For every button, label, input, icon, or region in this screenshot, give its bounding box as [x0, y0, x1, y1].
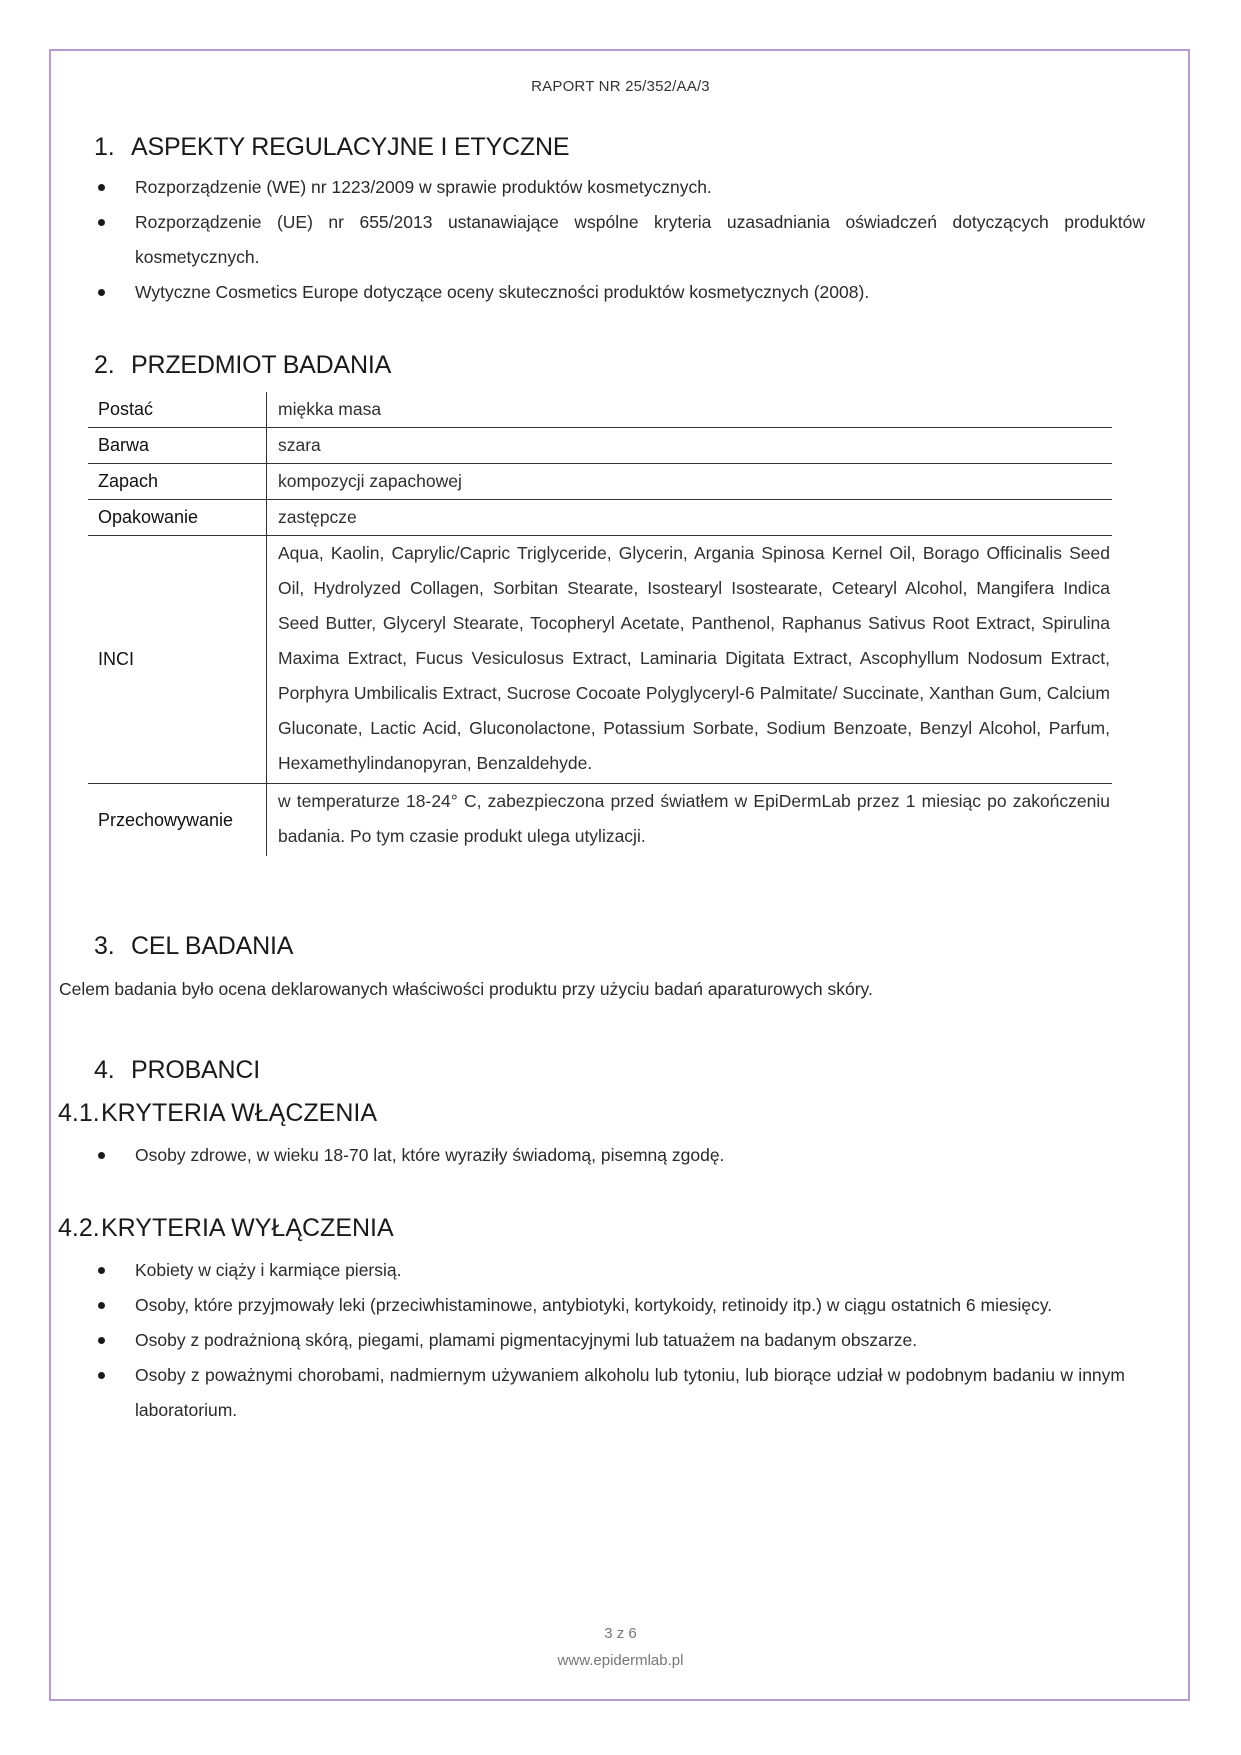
subsection-number: 4.2. [58, 1214, 100, 1242]
subsection-title: KRYTERIA WŁĄCZENIA [101, 1099, 377, 1127]
row-value: Aqua, Kaolin, Caprylic/Capric Triglyceride, Glycerin, Argania Spinosa Kernel Oil, Borago Officinalis Seed Oil, Hydrolyzed Collagen, Sorbitan Stearate, Isostearyl Isostearate, Cetearyl Alcohol, Mangifera Indica Seed Butter, Glyceryl Stearate, Tocopheryl Acetate, Panthenol, Raphanus Sativus Root Extract, Spirulina Maxima Extract, Fucus Vesiculosus Extract, Laminaria Digitata Extract, Ascophyllum Nodosum Extract, Porphyra Umbilicalis Extract, Sucrose Cocoate Polyglyceryl-6 Palmitate/ Succinate, Xanthan Gum, Calcium Gluconate, Lactic Acid, Gluconolactone, Potassium Sorbate, Sodium Benzoate, Benzyl Alcohol, Parfum, Hexamethylindanopyran, Benzaldehyde. [267, 536, 1113, 784]
table-row [88, 464, 1112, 500]
table-row [88, 392, 1112, 428]
section-title: CEL BADANIA [131, 932, 294, 960]
inclusion-list [95, 1138, 1125, 1173]
exclusion-heading [58, 1214, 394, 1243]
list-item: Rozporządzenie (WE) nr 1223/2009 w sprawie produktów kosmetycznych. [95, 170, 1125, 205]
row-value: zastępcze [267, 500, 1113, 536]
page-number: 3 z 6 [604, 1625, 637, 1642]
section-title: PROBANCI [131, 1056, 260, 1084]
row-label: Barwa [88, 428, 267, 464]
product-spec-table [88, 392, 1112, 856]
table-row [88, 500, 1112, 536]
subsection-number: 4.1. [58, 1099, 100, 1127]
section-number: 1. [94, 133, 115, 161]
subsection-title: KRYTERIA WYŁĄCZENIA [101, 1214, 394, 1242]
list-item: Kobiety w ciąży i karmiące piersią. [95, 1253, 1125, 1288]
row-value: miękka masa [267, 392, 1113, 428]
section-title: ASPEKTY REGULACYJNE I ETYCZNE [131, 133, 570, 161]
row-label: Przechowywanie [98, 809, 234, 830]
table-row [88, 428, 1112, 464]
list-item: Osoby zdrowe, w wieku 18-70 lat, które wyraziły świadomą, pisemną zgodę. [95, 1138, 1125, 1173]
website-link[interactable]: www.epidermlab.pl [557, 1652, 684, 1669]
row-label: Postać [88, 392, 267, 428]
section-3-heading [94, 932, 293, 961]
row-value: szara [267, 428, 1113, 464]
row-label: INCI [88, 536, 267, 784]
section-title: PRZEDMIOT BADANIA [131, 351, 392, 379]
section-number: 4. [94, 1056, 115, 1084]
row-value: w temperaturze 18-24° C, zabezpieczona przed światłem w EpiDermLab przez 1 miesiąc po zakończeniu badania. Po tym czasie produkt ulega utylizacji. [267, 784, 1113, 857]
regulatory-list [95, 170, 1145, 310]
table-row [88, 784, 1112, 857]
section-1-heading [94, 133, 569, 162]
row-value: kompozycji zapachowej [267, 464, 1113, 500]
section-number: 2. [94, 351, 115, 379]
row-label: Zapach [88, 464, 267, 500]
list-item: Osoby z podrażnioną skórą, piegami, plamami pigmentacyjnymi lub tatuażem na badanym obszarze. [95, 1323, 1125, 1358]
section-number: 3. [94, 932, 115, 960]
exclusion-list [95, 1253, 1125, 1428]
list-item: Rozporządzenie (UE) nr 655/2013 ustanawiające wspólne kryteria uzasadniania oświadczeń dotyczących produktów kosmetycznych. [95, 205, 1145, 275]
list-item: Osoby, które przyjmowały leki (przeciwhistaminowe, antybiotyki, kortykoidy, retinoidy itp.) w ciągu ostatnich 6 miesięcy. [95, 1288, 1125, 1323]
section-4-heading [94, 1056, 260, 1085]
inclusion-heading [58, 1099, 377, 1128]
objective-text: Celem badania było ocena deklarowanych właściwości produktu przy użyciu badań aparaturowych skóry. [59, 979, 873, 999]
row-label: Opakowanie [88, 500, 267, 536]
section-2-heading [94, 351, 391, 380]
report-number: RAPORT NR 25/352/AA/3 [531, 78, 710, 95]
list-item: Osoby z poważnymi chorobami, nadmiernym używaniem alkoholu lub tytoniu, lub biorące udział w podobnym badaniu w innym laboratorium. [95, 1358, 1125, 1428]
list-item: Wytyczne Cosmetics Europe dotyczące oceny skuteczności produktów kosmetycznych (2008). [95, 275, 1125, 310]
table-row [88, 536, 1112, 784]
